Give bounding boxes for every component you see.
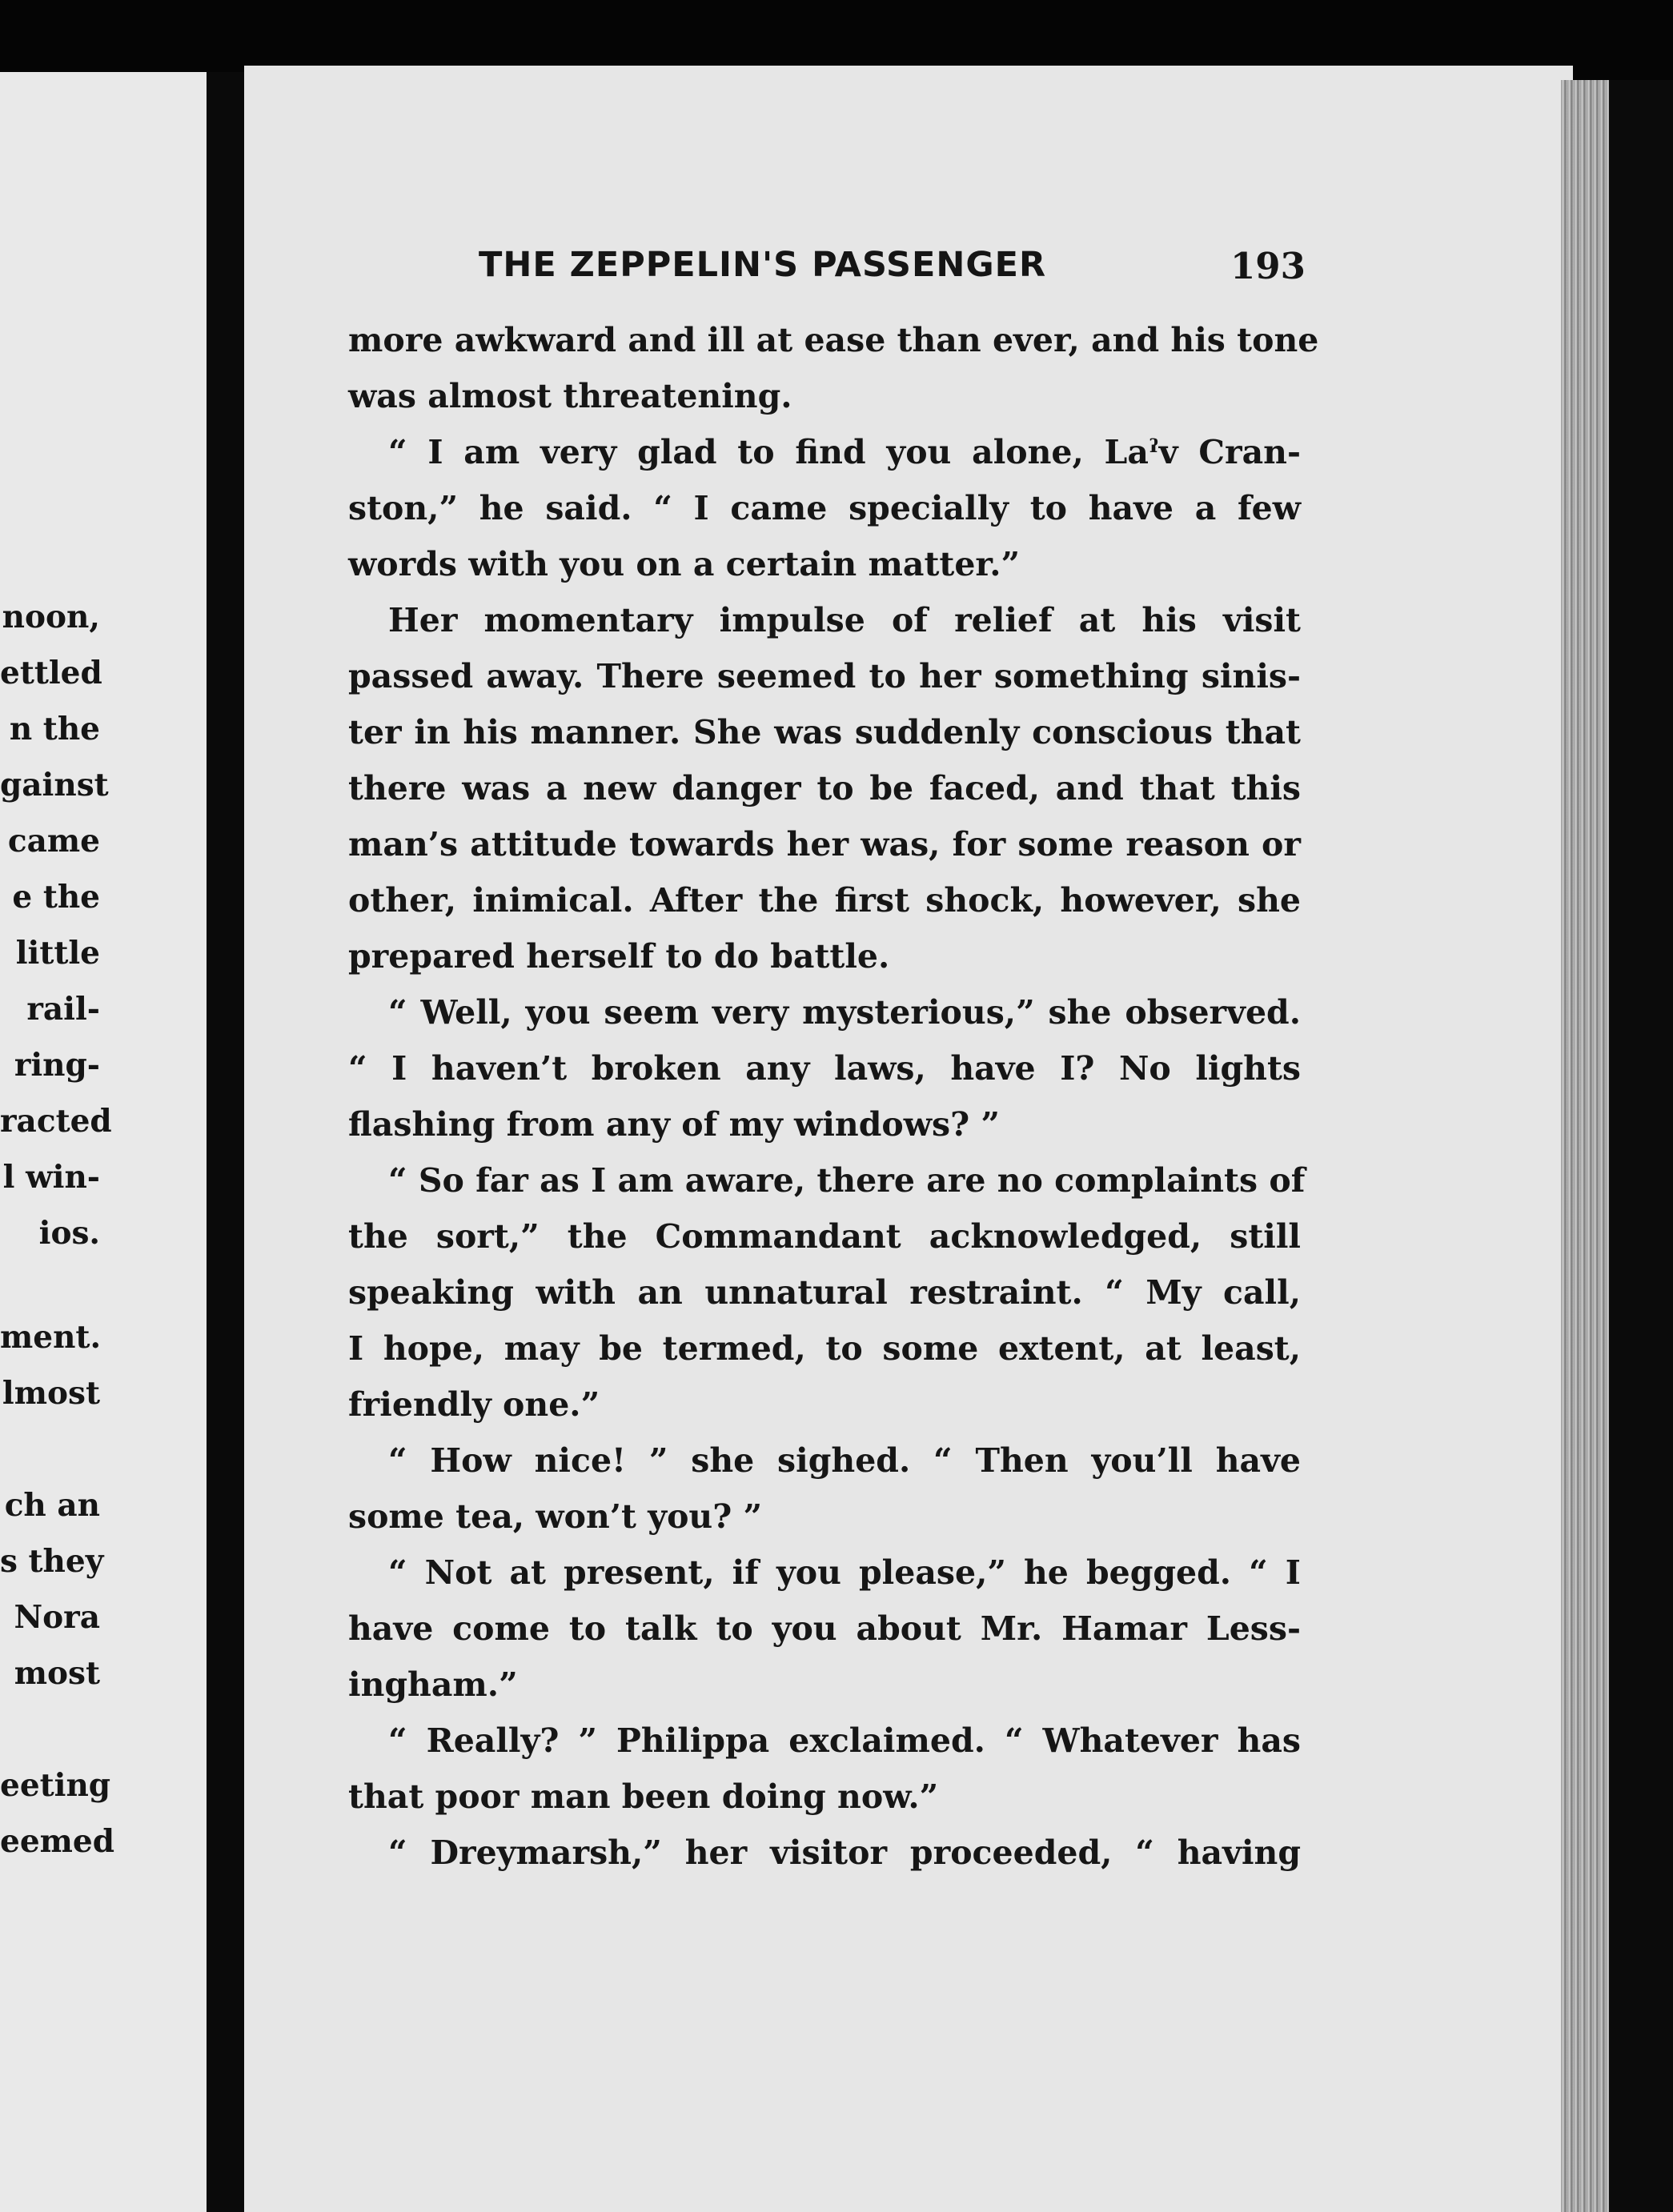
text-line: there was a new danger to be faced, and that this xyxy=(348,769,1301,807)
left-line: racted xyxy=(0,1103,112,1140)
text-line: flashing from any of my windows? ” xyxy=(348,1105,1000,1144)
text-line: words with you on a certain matter.” xyxy=(348,545,1021,583)
text-line: ingham.” xyxy=(348,1665,518,1704)
page-number: 193 xyxy=(1230,245,1306,287)
left-line: e the xyxy=(12,879,100,916)
book-gutter xyxy=(207,72,247,2212)
text-line: that poor man been doing now.” xyxy=(348,1777,939,1816)
left-line: n the xyxy=(9,711,100,747)
text-line: “ Really? ” Philippa exclaimed. “ Whatever has xyxy=(388,1721,1301,1760)
text-line: Her momentary impulse of relief at his visit xyxy=(388,601,1301,639)
text-line: “ I haven’t broken any laws, have I? No lights xyxy=(348,1049,1301,1088)
left-line: little xyxy=(15,935,100,972)
text-line: “ Dreymarsh,” her visitor proceeded, “ having xyxy=(388,1833,1301,1872)
text-line: man’s attitude towards her was, for some reason or xyxy=(348,825,1301,864)
left-line: ettled xyxy=(0,655,102,691)
text-line: passed away. There seemed to her something sinis- xyxy=(348,657,1301,695)
text-line: “ How nice! ” she sighed. “ Then you’ll have xyxy=(388,1441,1301,1480)
text-line: some tea, won’t you? ” xyxy=(348,1497,763,1536)
left-line: ment. xyxy=(0,1319,102,1356)
left-line: gainst xyxy=(0,767,109,803)
text-line: speaking with an unnatural restraint. “ My call, xyxy=(348,1273,1301,1312)
left-line: Nora xyxy=(14,1599,100,1636)
text-line: “ Well, you seem very mysterious,” she observed. xyxy=(388,993,1301,1032)
left-line: rail- xyxy=(26,991,100,1028)
text-line: ston,” he said. “ I came specially to have a few xyxy=(348,489,1301,527)
scan-border-right xyxy=(1609,80,1673,2212)
left-line: noon, xyxy=(2,599,100,635)
left-line: most xyxy=(14,1655,100,1692)
left-line: s they xyxy=(0,1543,104,1580)
page-edges xyxy=(1561,80,1609,2212)
left-line: ch an xyxy=(4,1487,100,1524)
left-line: came xyxy=(7,823,100,860)
text-line: “ I am very glad to find you alone, Laˀv Cran- xyxy=(388,433,1301,471)
left-line: eeting xyxy=(0,1767,111,1804)
text-line: I hope, may be termed, to some extent, at least, xyxy=(348,1329,1301,1368)
left-line: eemed xyxy=(0,1823,114,1860)
text-line: other, inimical. After the first shock, however, she xyxy=(348,881,1301,920)
text-line: the sort,” the Commandant acknowledged, still xyxy=(348,1217,1301,1256)
text-line: prepared herself to do battle. xyxy=(348,937,890,976)
text-line: was almost threatening. xyxy=(348,377,792,415)
text-line: have come to talk to you about Mr. Hamar Less- xyxy=(348,1609,1301,1648)
running-head-title: THE ZEPPELIN'S PASSENGER xyxy=(479,245,1047,285)
left-line: l win- xyxy=(2,1159,100,1196)
left-line: ring- xyxy=(14,1047,100,1084)
text-line: friendly one.” xyxy=(348,1385,600,1424)
left-line: ios. xyxy=(38,1215,100,1252)
text-line: more awkward and ill at ease than ever, and his tone xyxy=(348,321,1319,359)
previous-page xyxy=(0,72,207,2212)
left-line: lmost xyxy=(2,1375,100,1412)
text-line: ter in his manner. She was suddenly conscious that xyxy=(348,713,1301,751)
text-line: “ Not at present, if you please,” he begged. “ I xyxy=(388,1553,1301,1592)
text-line: “ So far as I am aware, there are no complaints of xyxy=(388,1161,1306,1200)
